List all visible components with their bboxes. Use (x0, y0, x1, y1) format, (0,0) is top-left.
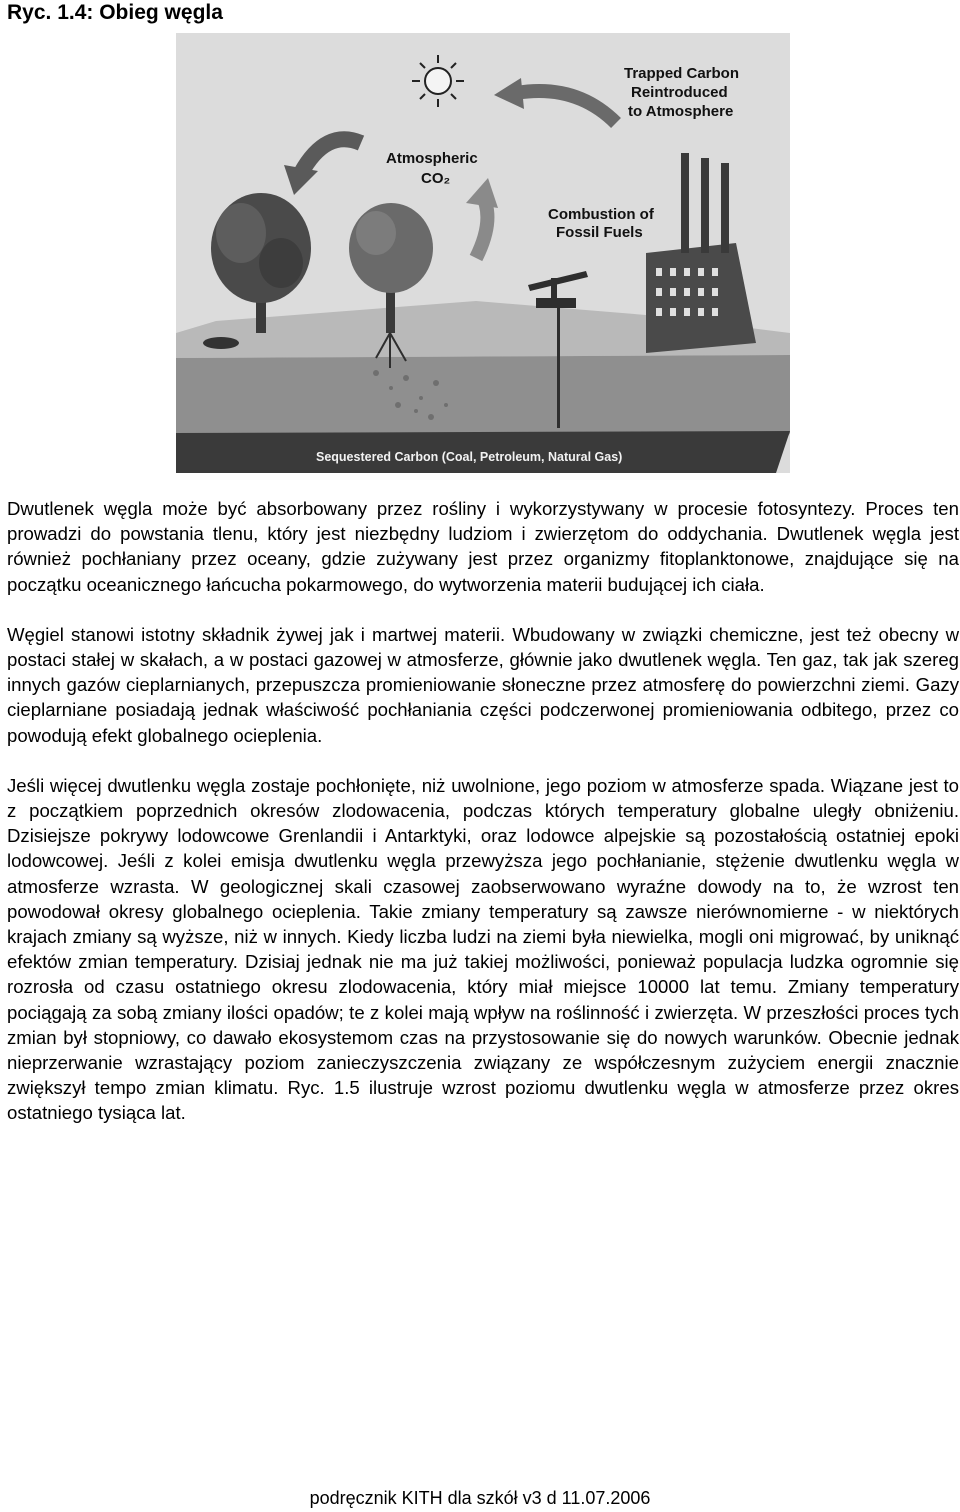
body-text (7, 496, 959, 1151)
figure-caption-title: Ryc. 1.4: Obieg węgla (7, 1, 223, 24)
label-atmospheric-line-2: CO₂ (421, 170, 451, 187)
fallen-log-icon (203, 337, 239, 349)
carbon-cycle-figure (176, 33, 790, 473)
label-trapped-line-2: Reintroduced (631, 84, 728, 101)
label-atmospheric-line-1: Atmospheric (386, 150, 478, 167)
label-sequestered: Sequestered Carbon (Coal, Petroleum, Natural Gas) (316, 450, 623, 464)
label-combustion-line-2: Fossil Fuels (556, 224, 643, 241)
paragraph-carbon-matter: Węgiel stanowi istotny składnik żywej jak i martwej materii. Wbudowany w związki chemiczne, jest też obecny w postaci stałej w skałach, a w postaci gazowej w atmosferze, głównie jako dwutlenek węgla. Ten gaz, tak jak szereg innych gazów cieplarnianych, przepuszcza promieniowanie słoneczne przez atmosferę do powierzchni ziemi. Gazy cieplarniane posiadają jednak właściwość pochłaniania części podczerwonej promieniowania odbitego, przez co powodują efekt globalnego ocieplenia. (7, 623, 959, 746)
page-footer: podręcznik KITH dla szkół v3 d 11.07.2006 (309, 1488, 651, 1508)
label-trapped-line-1: Trapped Carbon (624, 65, 740, 82)
paragraph-climate-change: Jeśli więcej dwutlenku węgla zostaje pochłonięte, niż uwolnione, jego poziom w atmosferze spada. Wiązane jest to z początkiem poprzednich okresów zlodowacenia, podczas których temperatury globalne uległy obniżeniu. Dzisiejsze pokrywy lodowcowe Grenlandii i Antarktyki, oraz lodowce alpejskie są pozostałością ostatniej epoki lodowcowej. Jeśli z kolei emisja dwutlenku węgla przewyższa jego pochłanianie, stężenie dwutlenku węgla w atmosferze wzrasta. W geologicznej skali czasowej zaobserwowano wyraźne dowody na to, że wzrost ten powodował okresy globalnego ocieplenia. Takie zmiany temperatury są zawsze nierównomierne - w niektórych krajach zmiany są wyższe, niż w innych. Kiedy liczba ludzi na ziemi była niewielka, mogli oni migrować, by uniknąć efektów zmian temperatury. Dzisiaj jednak nie ma już takiej możliwości, ponieważ populacja ludzka ogromnie się rozrosła od czasu ostatniego okresu zlodowacenia, który miał miejsce 10000 lat temu. Zmiany temperatury pociągają za sobą zmiany ilości opadów; te z kolei mają wpływ na roślinność i zwierzęta. W przeszłości proces tych zmian był stopniowy, co dawało ekosystemom czas na przystosowanie się do nowych warunków. Obecnie jednak nieprzerwanie wzrastający poziom zanieczyszczenia związany ze współczesnym zużyciem energii znacznie zwiększył tempo zmian klimatu. Ryc. 1.5 ilustruje wzrost poziomu dwutlenku węgla w atmosferze przez okres ostatniego tysiąca lat. (7, 774, 959, 1124)
label-trapped-line-3: to Atmosphere (628, 103, 734, 120)
carbon-cycle-illustration (176, 33, 790, 473)
label-combustion-line-1: Combustion of (548, 206, 654, 223)
paragraph-photosynthesis: Dwutlenek węgla może być absorbowany przez rośliny i wykorzystywany w procesie fotosyntezy. Proces ten prowadzi do powstania tlenu, który jest niezbędny ludziom i zwierzętom do oddychania. Dwutlenek węgla jest również pochłaniany przez oceany, gdzie zużywany jest przez organizmy fitoplanktonowe, znajdujące się na początku oceanicznego łańcucha pokarmowego, do wytworzenia materii budującej ich ciała. (7, 498, 959, 595)
